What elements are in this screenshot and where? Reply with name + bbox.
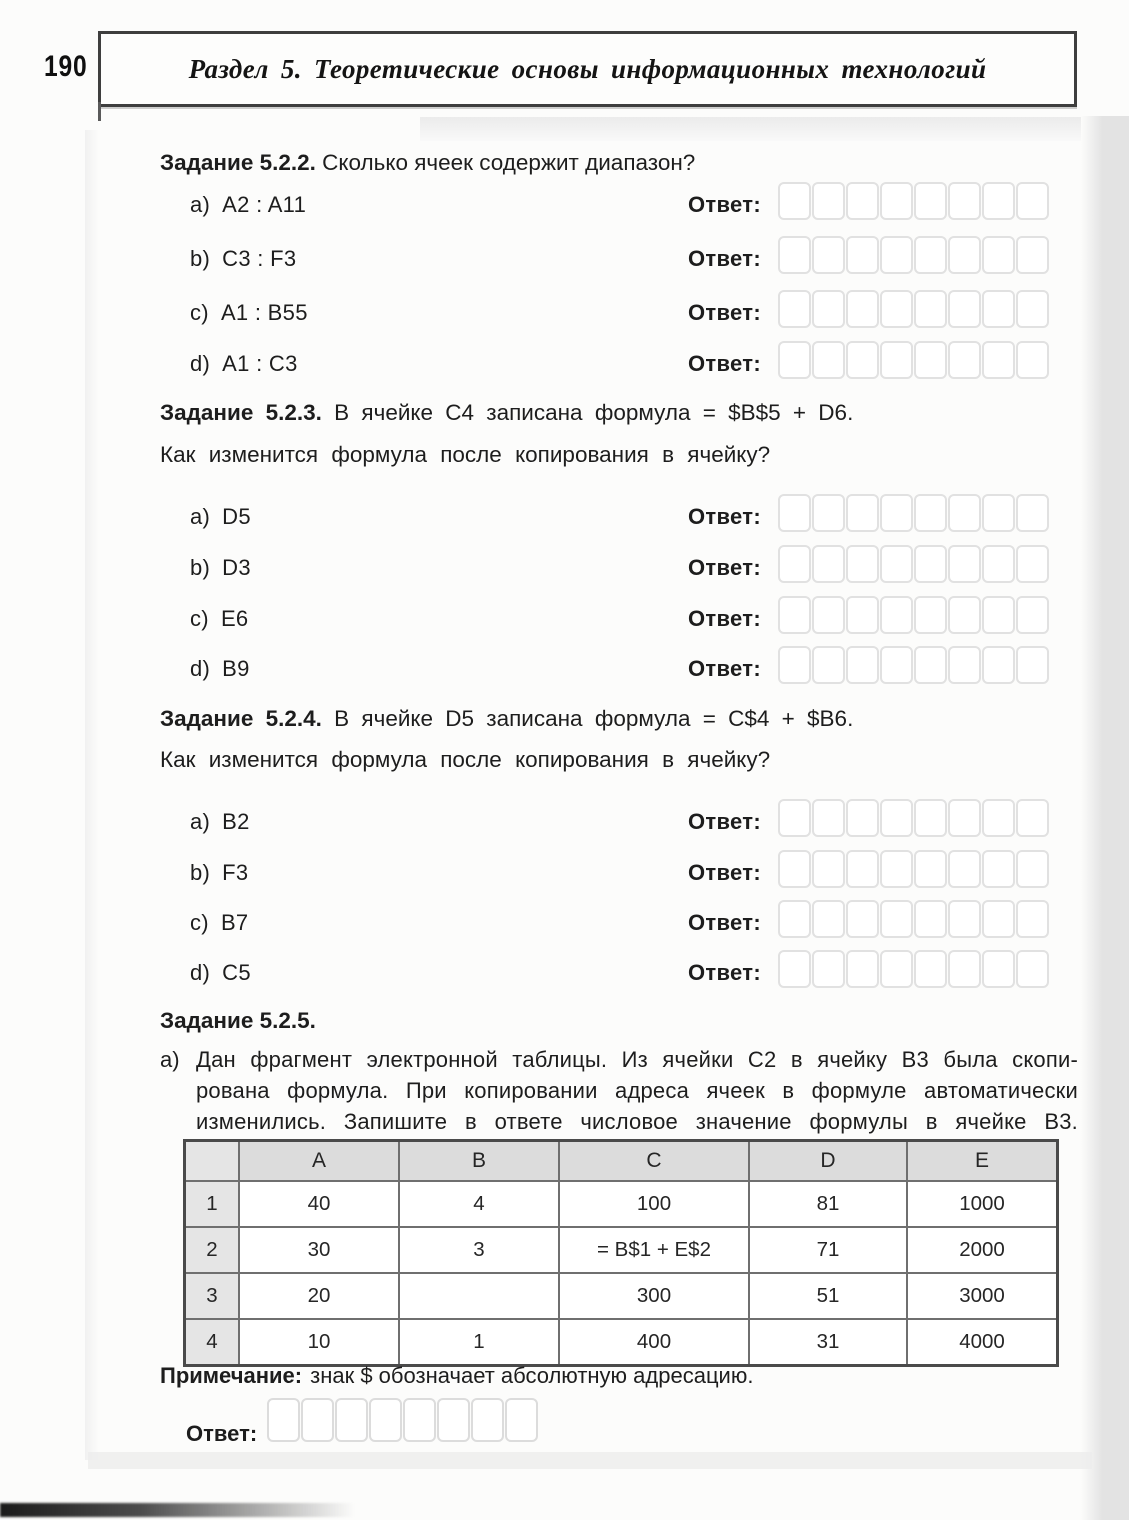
answer-cell [948, 900, 981, 938]
answer-cell [335, 1398, 368, 1442]
answer-cell [846, 341, 879, 379]
answer-cell [778, 494, 811, 532]
table-cell: 300 [559, 1273, 749, 1319]
answer-cell [846, 494, 879, 532]
answer-cell [982, 290, 1015, 328]
answer-cell [1016, 236, 1049, 274]
answer-label: Ответ: [688, 300, 761, 325]
task-5-2-2-title [160, 150, 695, 176]
option-key: c) [190, 300, 209, 325]
answer-cell [1016, 799, 1049, 837]
answer-cell [846, 950, 879, 988]
section-header-title: Раздел 5. Теоретические основы информационных технологий [188, 53, 987, 84]
row-header: 4 [185, 1319, 240, 1366]
answer-cell [982, 494, 1015, 532]
task-5-2-5-line-2: рована формула. При копировании адреса ячеек в формуле автоматически [196, 1078, 1078, 1103]
corner-cell [185, 1141, 240, 1182]
note-label: Примечание: [160, 1363, 303, 1388]
table-cell: 1 [399, 1319, 559, 1366]
answer-cell [846, 236, 879, 274]
table-cell: 10 [239, 1319, 399, 1366]
answer-strip [778, 799, 1050, 837]
answer-label: Ответ: [688, 860, 761, 885]
answer-cell [778, 900, 811, 938]
option-row-522-a [160, 192, 1080, 236]
column-header-a: A [239, 1141, 399, 1182]
answer-strip [778, 850, 1050, 888]
answer-cell [846, 182, 879, 220]
table-row [185, 1227, 1058, 1273]
scan-artifact-bottom-smudge [0, 1503, 355, 1517]
answer-cell [812, 950, 845, 988]
answer-strip [778, 646, 1050, 684]
answer-cell [778, 850, 811, 888]
answer-cell [914, 545, 947, 583]
task-5-2-2-question: Сколько ячеек содержит диапазон? [322, 150, 696, 175]
answer-cell [846, 646, 879, 684]
answer-cell [880, 236, 913, 274]
table-cell: 2000 [907, 1227, 1058, 1273]
table-cell: 3000 [907, 1273, 1058, 1319]
table-cell: 3 [399, 1227, 559, 1273]
answer-cell [437, 1398, 470, 1442]
table-cell: 1000 [907, 1181, 1058, 1227]
answer-cell [778, 182, 811, 220]
answer-label: Ответ: [688, 246, 761, 271]
answer-cell [948, 850, 981, 888]
answer-cell [778, 290, 811, 328]
task-5-2-5-title: Задание 5.2.5. [160, 1008, 316, 1033]
answer-label: Ответ: [688, 504, 761, 529]
scan-artifact-bottom-band [88, 1452, 1092, 1469]
answer-cell [1016, 290, 1049, 328]
option-key: d) [190, 656, 211, 681]
answer-cell [1016, 950, 1049, 988]
scan-artifact-left-band [85, 130, 99, 1460]
answer-cell [880, 494, 913, 532]
answer-strip [778, 950, 1050, 988]
answer-label: Ответ: [688, 809, 761, 834]
scan-artifact-top-band [420, 117, 1081, 141]
answer-cell [982, 950, 1015, 988]
option-row-522-b [160, 246, 1080, 290]
task-5-2-3-question: В ячейке C4 записана формула = $B$5 + D6. [334, 400, 854, 425]
answer-cell [982, 799, 1015, 837]
answer-cell [846, 545, 879, 583]
answer-cell [812, 182, 845, 220]
option-key: c) [190, 606, 209, 631]
answer-cell [778, 236, 811, 274]
answer-cell [812, 494, 845, 532]
answer-cell [982, 341, 1015, 379]
answer-cell [948, 182, 981, 220]
answer-cell [812, 850, 845, 888]
section-header-box [98, 31, 1077, 107]
answer-cell [1016, 900, 1049, 938]
answer-cell [812, 646, 845, 684]
answer-cell [1016, 545, 1049, 583]
answer-cell [982, 182, 1015, 220]
row-header: 3 [185, 1273, 240, 1319]
answer-strip [778, 341, 1050, 379]
answer-cell [1016, 646, 1049, 684]
task-5-2-3-title [160, 400, 853, 426]
option-value: C3 : F3 [222, 246, 297, 271]
option-value: B7 [220, 910, 249, 935]
answer-label: Ответ: [688, 192, 761, 217]
header-left-tick [98, 102, 101, 121]
answer-cell [982, 596, 1015, 634]
note [160, 1363, 753, 1389]
answer-cell [914, 799, 947, 837]
answer-cell [914, 341, 947, 379]
option-row-523-a [160, 504, 1080, 548]
table-cell: 71 [749, 1227, 907, 1273]
answer-label: Ответ: [688, 960, 761, 985]
answer-strip [778, 545, 1050, 583]
task-5-2-3-number: Задание 5.2.3. [160, 400, 322, 425]
option-key: b) [190, 860, 211, 885]
answer-cell [948, 341, 981, 379]
table-cell: 4000 [907, 1319, 1058, 1366]
option-key: a) [190, 809, 211, 834]
answer-cell [812, 545, 845, 583]
table-row [185, 1273, 1058, 1319]
answer-cell [403, 1398, 436, 1442]
answer-cell [846, 596, 879, 634]
answer-cell [812, 900, 845, 938]
answer-label: Ответ: [688, 656, 761, 681]
answer-cell [982, 236, 1015, 274]
option-value: B9 [222, 656, 250, 681]
answer-cell [812, 236, 845, 274]
answer-cell [948, 290, 981, 328]
answer-strip [778, 494, 1050, 532]
answer-cell [846, 850, 879, 888]
answer-cell [846, 290, 879, 328]
answer-cell [778, 545, 811, 583]
answer-cell [880, 596, 913, 634]
answer-cell [880, 646, 913, 684]
option-row-523-d [160, 656, 1080, 700]
option-key: c) [190, 910, 209, 935]
answer-cell [914, 236, 947, 274]
answer-cell [914, 900, 947, 938]
answer-label: Ответ: [688, 910, 761, 935]
answer-label: Ответ: [688, 555, 761, 580]
answer-cell [948, 950, 981, 988]
table-cell: 100 [559, 1181, 749, 1227]
table-cell: 31 [749, 1319, 907, 1366]
answer-cell [778, 799, 811, 837]
answer-cell [846, 900, 879, 938]
answer-cell [880, 799, 913, 837]
option-row-523-c [160, 606, 1080, 650]
answer-cell [778, 341, 811, 379]
option-row-524-b [160, 860, 1080, 904]
task-5-2-4-number: Задание 5.2.4. [160, 706, 322, 731]
task-5-2-5-item-key: a) [160, 1047, 180, 1072]
answer-cell [948, 596, 981, 634]
answer-cell [982, 646, 1015, 684]
answer-strip [778, 900, 1050, 938]
answer-cell [914, 494, 947, 532]
option-value: A2 : A11 [222, 192, 307, 217]
option-value: A1 : B55 [220, 300, 308, 325]
option-value: A1 : C3 [222, 351, 298, 376]
answer-cell [948, 646, 981, 684]
task-5-2-5-line-1: Дан фрагмент электронной таблицы. Из ячейки C2 в ячейку B3 была скопи- [196, 1047, 1078, 1072]
answer-cell [880, 341, 913, 379]
option-row-524-a [160, 809, 1080, 853]
answer-strip [778, 182, 1050, 220]
row-header: 1 [185, 1181, 240, 1227]
table-cell: 30 [239, 1227, 399, 1273]
answer-strip-bottom [267, 1398, 539, 1442]
option-key: b) [190, 555, 211, 580]
answer-strip [778, 290, 1050, 328]
answer-cell [812, 290, 845, 328]
answer-cell [846, 799, 879, 837]
answer-cell [778, 950, 811, 988]
answer-cell [948, 494, 981, 532]
table-cell [399, 1273, 559, 1319]
option-key: a) [190, 192, 211, 217]
scan-artifact-right-band [1081, 116, 1129, 1520]
answer-cell [1016, 182, 1049, 220]
answer-cell [982, 900, 1015, 938]
task-5-2-2-number: Задание 5.2.2. [160, 150, 316, 175]
answer-cell [778, 646, 811, 684]
answer-cell [914, 950, 947, 988]
page-number: 190 [44, 50, 88, 83]
option-row-523-b [160, 555, 1080, 599]
answer-cell [812, 596, 845, 634]
task-5-2-4-title [160, 706, 853, 732]
answer-cell [880, 950, 913, 988]
answer-cell [880, 290, 913, 328]
option-key: a) [190, 504, 211, 529]
option-value: C5 [222, 960, 251, 985]
answer-cell [880, 900, 913, 938]
option-value: D3 [222, 555, 251, 580]
option-row-524-c [160, 910, 1080, 954]
spreadsheet-table [183, 1139, 1059, 1367]
answer-cell [1016, 494, 1049, 532]
task-5-2-5-line-3: изменились. Запишите в ответе числовое значение формулы в ячейке B3. [196, 1109, 1078, 1134]
option-row-522-c [160, 300, 1080, 344]
answer-cell [914, 596, 947, 634]
answer-cell [369, 1398, 402, 1442]
column-header-b: B [399, 1141, 559, 1182]
table-row [185, 1319, 1058, 1366]
answer-cell [1016, 341, 1049, 379]
table-cell-formula: = B$1 + E$2 [559, 1227, 749, 1273]
answer-cell [914, 646, 947, 684]
table-cell: 51 [749, 1273, 907, 1319]
spreadsheet-header-row [185, 1141, 1058, 1182]
option-row-524-d [160, 960, 1080, 1004]
answer-cell [948, 236, 981, 274]
answer-cell [267, 1398, 300, 1442]
answer-cell [778, 596, 811, 634]
column-header-d: D [749, 1141, 907, 1182]
task-5-2-4-subtitle: Как изменится формула после копирования в ячейку? [160, 747, 771, 772]
column-header-e: E [907, 1141, 1058, 1182]
table-cell: 81 [749, 1181, 907, 1227]
answer-cell [471, 1398, 504, 1442]
option-value: F3 [222, 860, 249, 885]
answer-cell [505, 1398, 538, 1442]
option-key: b) [190, 246, 211, 271]
option-value: B2 [222, 809, 250, 834]
answer-cell [812, 341, 845, 379]
answer-label: Ответ: [186, 1421, 258, 1446]
answer-cell [880, 850, 913, 888]
table-cell: 400 [559, 1319, 749, 1366]
task-5-2-4-question: В ячейке D5 записана формула = C$4 + $B6. [334, 706, 854, 731]
answer-cell [301, 1398, 334, 1442]
row-header: 2 [185, 1227, 240, 1273]
answer-cell [982, 850, 1015, 888]
task-5-2-3-subtitle: Как изменится формула после копирования в ячейку? [160, 442, 771, 467]
column-header-c: C [559, 1141, 749, 1182]
table-cell: 20 [239, 1273, 399, 1319]
answer-label: Ответ: [688, 606, 761, 631]
answer-cell [948, 545, 981, 583]
answer-cell [914, 850, 947, 888]
option-value: E6 [220, 606, 249, 631]
note-text: знак $ обозначает абсолютную адресацию. [310, 1363, 754, 1388]
answer-label: Ответ: [688, 351, 761, 376]
option-row-522-d [160, 351, 1080, 395]
answer-cell [880, 545, 913, 583]
table-cell: 4 [399, 1181, 559, 1227]
table-cell: 40 [239, 1181, 399, 1227]
option-key: d) [190, 351, 211, 376]
answer-strip [778, 236, 1050, 274]
option-value: D5 [222, 504, 251, 529]
answer-cell [1016, 596, 1049, 634]
answer-cell [914, 182, 947, 220]
answer-cell [948, 799, 981, 837]
answer-cell [812, 799, 845, 837]
answer-strip [778, 596, 1050, 634]
answer-cell [914, 290, 947, 328]
answer-cell [880, 182, 913, 220]
answer-cell [982, 545, 1015, 583]
table-row [185, 1181, 1058, 1227]
answer-cell [1016, 850, 1049, 888]
option-key: d) [190, 960, 211, 985]
